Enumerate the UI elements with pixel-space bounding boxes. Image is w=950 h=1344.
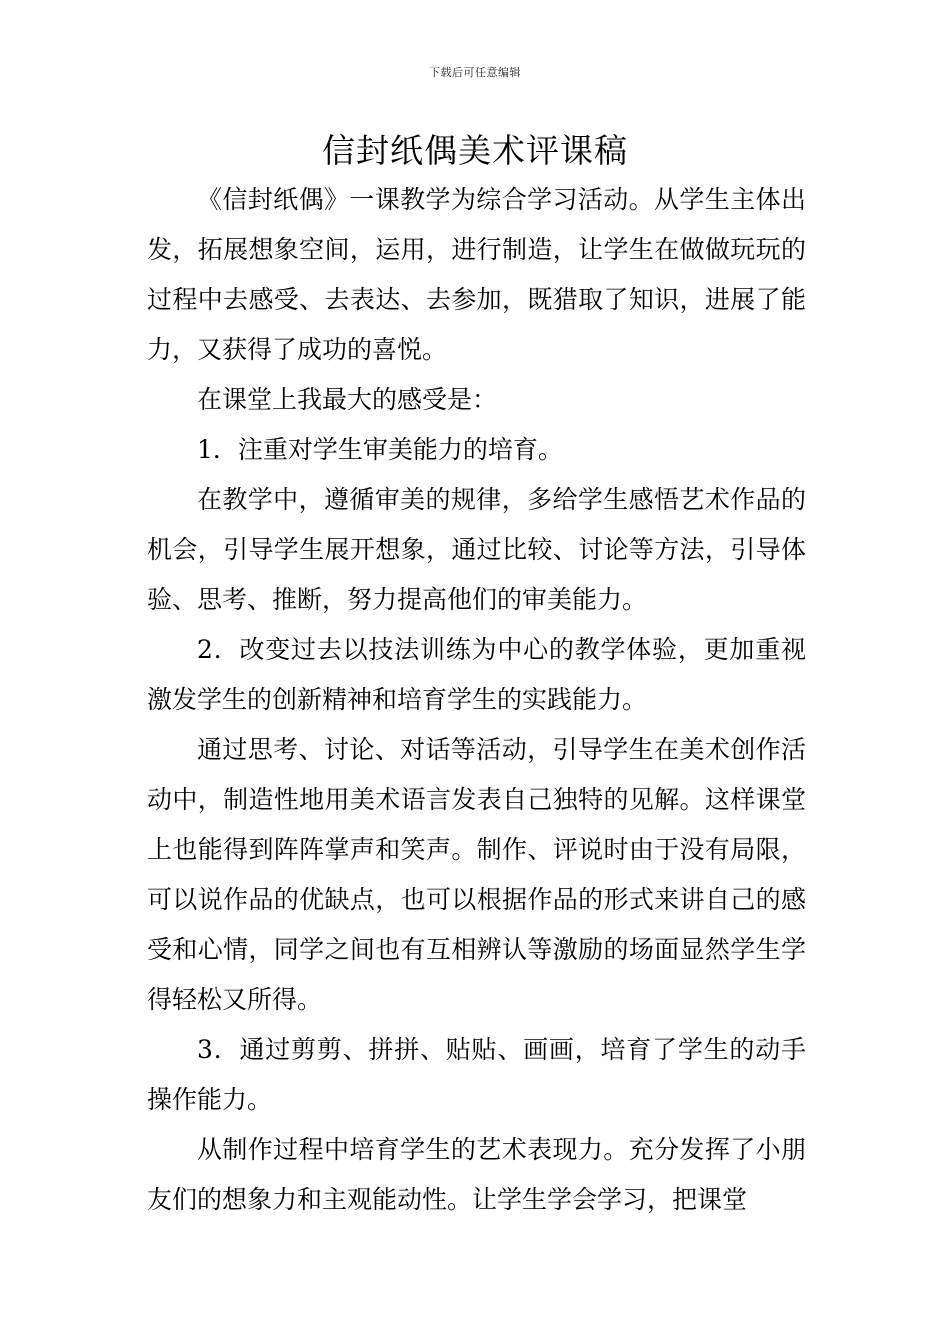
document-title: 信封纸偶美术评课稿 bbox=[322, 131, 628, 170]
paragraph-point-1-heading: 1．注重对学生审美能力的培育。 bbox=[197, 435, 563, 464]
paragraph-point-2-heading: 2．改变过去以技法训练为中心的教学体验，更加重视激发学生的创新精神和培育学生的实践能力。 bbox=[147, 635, 806, 714]
document-body bbox=[147, 175, 806, 1225]
header-note: 下载后可任意编辑 bbox=[429, 66, 521, 79]
paragraph-feeling-lead: 在课堂上我最大的感受是： bbox=[197, 385, 498, 414]
paragraph-point-2-body: 通过思考、讨论、对话等活动，引导学生在美术创作活动中，制造性地用美术语言发表自己独特的见解。这样课堂上也能得到阵阵掌声和笑声。制作、评说时由于没有局限，可以说作品的优缺点，也可以根据作品的形式来讲自己的感受和心情，同学之间也有互相辨认等激励的场面显然学生学得轻松又所得。 bbox=[147, 735, 806, 1014]
paragraph-point-3-heading: 3．通过剪剪、拼拼、贴贴、画画，培育了学生的动手操作能力。 bbox=[147, 1035, 806, 1114]
paragraph-point-3-body: 从制作过程中培育学生的艺术表现力。充分发挥了小朋友们的想象力和主观能动性。让学生学会学习，把课堂 bbox=[147, 1135, 806, 1214]
paragraph-point-1-body: 在教学中，遵循审美的规律，多给学生感悟艺术作品的机会，引导学生展开想象，通过比较、讨论等方法，引导体验、思考、推断，努力提高他们的审美能力。 bbox=[147, 485, 806, 614]
paragraph-intro: 《信封纸偶》一课教学为综合学习活动。从学生主体出发，拓展想象空间，运用，进行制造，让学生在做做玩玩的过程中去感受、去表达、去参加，既猎取了知识，进展了能力，又获得了成功的喜悦。 bbox=[147, 185, 806, 364]
